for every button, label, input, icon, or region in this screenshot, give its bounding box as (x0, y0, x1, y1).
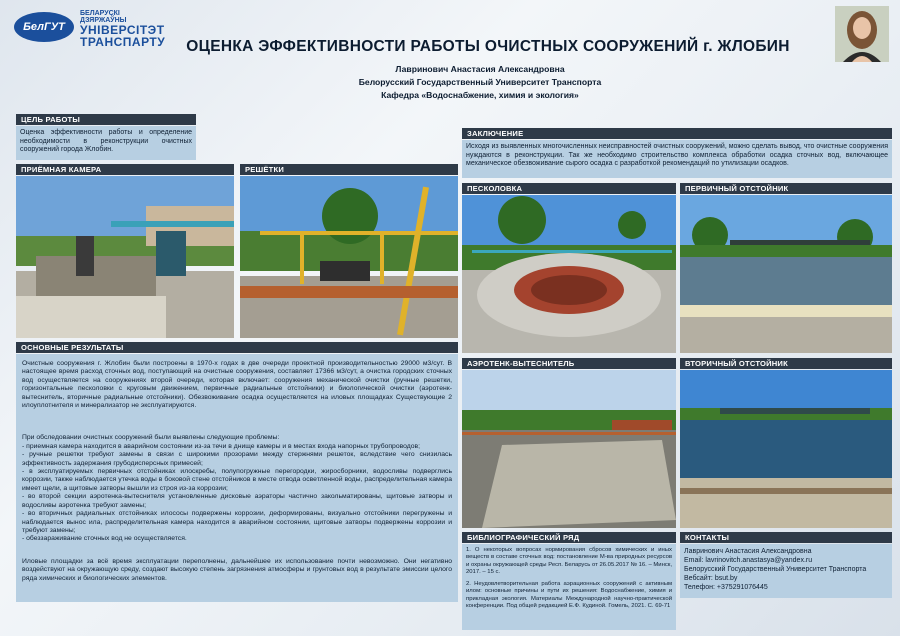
author-photo (835, 6, 889, 62)
results-problem-6: - обеззараживание сточных вод не осуществляется. (22, 535, 187, 543)
conclusion-text: Исходя из выявленных многочисленных неисправностей очистных сооружений, можно сделать вывод, что очистные сооружения нуждаются в реконструкции. Так же необходимо строительство комплекса обработки осадка сточных вод, включающее механическое обезвоживание сырого осадка с разработкой рекомендаций по утилизации осадков. (462, 140, 892, 178)
screens-illustration (240, 176, 458, 338)
sandtrap-photo (462, 195, 676, 353)
results-problem-3: - в эксплуатируемых первичных отстойниках илоскребы, полупогружные перегородки, жиросборники, водосливы подверглись коррозии, также наблюдается утечка воды в боковой стене отстойников в месте отвода осветленной воды, распределительная камера имеет щели, а щитовые затворы вышли из строя из-за коррозии; (22, 468, 452, 492)
results-problems-intro: При обследовании очистных сооружений были выявлены следующие проблемы: (22, 434, 280, 442)
contact-university: Белорусский Государственный Университет Транспорта (684, 566, 867, 573)
results-problem-4: - во второй секции аэротенка-вытеснителя установленные дисковые аэраторы частично закольматированы, щитовые затворы и водосливы аэротенка требуют замены; (22, 493, 452, 509)
receiving-chamber-heading: ПРИЁМНАЯ КАМЕРА (16, 164, 234, 175)
results-paragraph-1: Очистные сооружения г. Жлобин были построены в 1970-х годах в две очереди проектной производительностью 29000 м3/сут. В настоящее время расход сточных вод, поступающий на очистные сооружения, составляет 17366 м3/сут, а очистка городских сточных вод осуществляется на сооружениях второй очереди, которая включает: сооружения механической очистки (ручные решетки, горизонтальные песколовки с круговым движением, первичные радиальные отстойники) и биологической очистки (аэротенк-вытеснитель, вторичные радиальные отстойники). Обезвоживание осадка осуществляется на иловых площадках Существующие 2 илоуплотнителя и минерализатор не эксплуатируются. (22, 360, 452, 410)
author-block (230, 63, 730, 102)
primary-settler-illustration (680, 195, 892, 353)
logo-line-3: УНІВЕРСІТЭТ (80, 23, 165, 37)
bibliography-heading: БИБЛИОГРАФИЧЕСКИЙ РЯД (462, 532, 676, 543)
author-photo-illustration (835, 6, 889, 62)
primary-settler-photo (680, 195, 892, 353)
goal-heading: ЦЕЛЬ РАБОТЫ (16, 114, 196, 125)
results-problem-2: - ручные решетки требуют замены в связи с широкими прозорами между стержнями решеток, вследствие чего снизилась эффективность задержания грубодисперсных примесей; (22, 451, 452, 467)
author-department: Кафедра «Водоснабжение, химия и экология» (381, 90, 579, 100)
bibliography-item-2: 2. Неудовлетворительная работа аэрационных сооружений с активным илом: основные причины и пути их решения: Водоснабжение, химия и прикладная экология. Материалы Международной научно-практической конференции. Под общей редакцией Е.Ф. Кудиной. Гомель, 2021. С. 69-71 (466, 581, 672, 610)
sandtrap-illustration (462, 195, 676, 353)
contact-email[interactable]: Email: lavrinovitch.anastasya@yandex.ru (684, 557, 813, 564)
aerotank-photo (462, 370, 676, 528)
logo-line-1: БЕЛАРУСКІ (80, 10, 120, 17)
results-problem-5: - во вторичных радиальных отстойниках илососы подвержены коррозии, деформированы, визуально отстойники перегружены и наблюдается вынос ила, распределительная камера находится в аварийном состоянии, щитовые затворы подвержены коррозии и требуют замены; (22, 510, 452, 534)
receiving-chamber-illustration (16, 176, 234, 338)
contacts-heading: КОНТАКТЫ (680, 532, 892, 543)
logo-line-2: ДЗЯРЖАЎНЫ (80, 17, 127, 24)
results-heading: ОСНОВНЫЕ РЕЗУЛЬТАТЫ (16, 342, 458, 353)
primary-settler-heading: ПЕРВИЧНЫЙ ОТСТОЙНИК (680, 183, 892, 194)
sandtrap-heading: ПЕСКОЛОВКА (462, 183, 676, 194)
screens-photo (240, 176, 458, 338)
receiving-chamber-photo (16, 176, 234, 338)
logo-mark-text: БелГУТ (23, 21, 65, 33)
contact-name: Лавринович Анастасия Александровна (684, 548, 812, 555)
author-university: Белорусский Государственный Университет Транспорта (358, 77, 602, 87)
screens-heading: РЕШЁТКИ (240, 164, 458, 175)
university-logo-text (80, 10, 166, 49)
goal-text: Оценка эффективности работы и определение необходимости в реконструкции очистных сооружений города Жлобин. (16, 126, 196, 160)
results-problem-1: - приемная камера находится в аварийном состоянии из-за течи в днище камеры и в местах входа напорных трубопроводов; (22, 442, 421, 450)
contacts-body (680, 544, 892, 598)
secondary-settler-photo (680, 370, 892, 528)
author-name: Лавринович Анастасия Александровна (395, 64, 565, 74)
contact-phone: Телефон: +375291076445 (684, 584, 768, 591)
results-body (16, 354, 458, 602)
bibliography-item-1: 1. О некоторых вопросах нормирования сбросов химических и иных веществ в составе сточных вод: постановление М-ва природных ресурсов и охраны окружающей среды Респ. Беларусь от 26.05.2017 № 16. – Минск, 2017. – 15 с. (466, 547, 672, 575)
secondary-settler-heading: ВТОРИЧНЫЙ ОТСТОЙНИК (680, 358, 892, 369)
aerotank-heading: АЭРОТЕНК-ВЫТЕСНИТЕЛЬ (462, 358, 676, 369)
conclusion-heading: ЗАКЛЮЧЕНИЕ (462, 128, 892, 139)
secondary-settler-illustration (680, 370, 892, 528)
bibliography-body (462, 544, 676, 630)
contact-website[interactable]: Вебсайт: bsut.by (684, 575, 738, 582)
poster-title: ОЦЕНКА ЭФФЕКТИВНОСТИ РАБОТЫ ОЧИСТНЫХ СООРУЖЕНИЙ г. ЖЛОБИН (186, 38, 790, 55)
aerotank-illustration (462, 370, 676, 528)
results-paragraph-3: Иловые площадки за всё время эксплуатации переполнены, дальнейшее их использование почти невозможно. Они негативно воздействуют на окружающую среду, создают высокую степень загрязнения атмосферы и грунтовых вод в результате эмиссии целого ряда химических и биологических элементов. (22, 557, 452, 582)
logo-line-4: ТРАНСПАРТУ (80, 35, 166, 49)
university-logo-mark (14, 12, 74, 42)
